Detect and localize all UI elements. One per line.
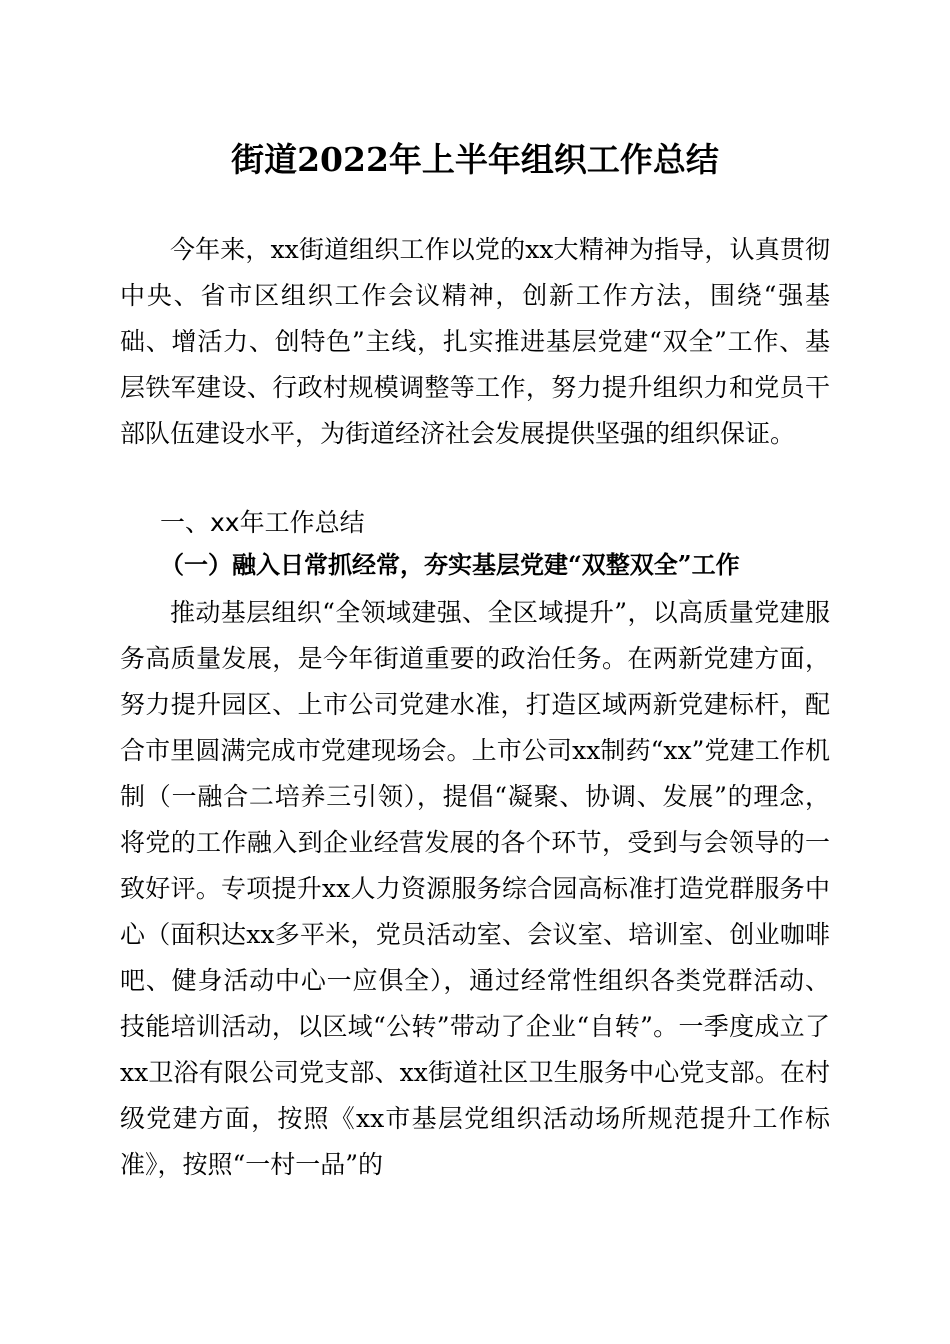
intro-paragraph: 今年来，xx街道组织工作以党的xx大精神为指导，认真贯彻中央、省市区组织工作会议精神，创新工作方法，围绕“强基础、增活力、创特色”主线，扎实推进基层党建“双全”工作、基层铁军建设、行政村规模调整等工作，努力提升组织力和党员干部队伍建设水平，为街道经济社会发展提供坚强的组织保证。 [120, 235, 830, 448]
document-title: 街道2022年上半年组织工作总结 [231, 140, 719, 179]
body-paragraph: 推动基层组织“全领域建强、全区域提升”，以高质量党建服务高质量发展，是今年街道重要的政治任务。在两新党建方面，努力提升园区、上市公司党建水准，打造区域两新党建标杆，配合市里圆满完成市党建现场会。上市公司xx制药“xx”党建工作机制（一融合二培养三引领），提倡“凝聚、协调、发展”的理念，将党的工作融入到企业经营发展的各个环节，受到与会领导的一致好评。专项提升xx人力资源服务综合园高标准打造党群服务中心（面积达xx多平米，党员活动室、会议室、培训室、创业咖啡吧、健身活动中心一应俱全），通过经常性组织各类党群活动、技能培训活动，以区域“公转”带动了企业“自转”。一季度成立了xx卫浴有限公司党支部、xx街道社区卫生服务中心党支部。在村级党建方面，按照《xx市基层党组织活动场所规范提升工作标准》，按照“一村一品”的 [120, 598, 830, 1179]
section-heading: 一、xx年工作总结 [160, 508, 365, 537]
subsection-heading: （一）融入日常抓经常，夯实基层党建“双整双全”工作 [160, 550, 740, 579]
